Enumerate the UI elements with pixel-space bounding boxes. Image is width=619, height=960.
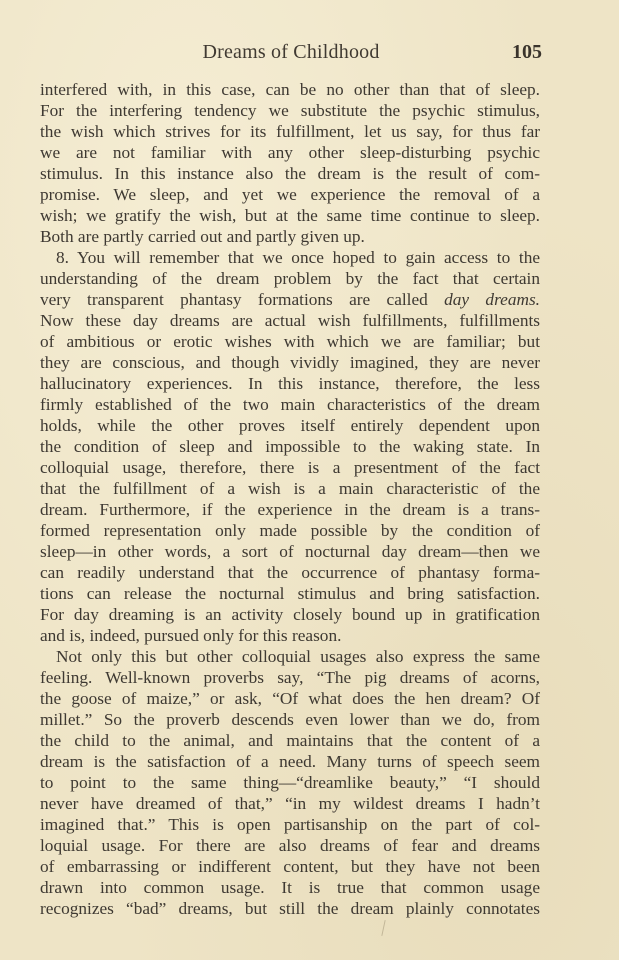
- paper-blemish: [381, 920, 385, 936]
- text-line: the wish which strives for its fulfillment, let us say, for thus far: [40, 122, 540, 141]
- text-line: and is, indeed, pursued only for this reason.: [40, 626, 342, 645]
- text-line: Both are partly carried out and partly given up.: [40, 227, 365, 246]
- text-line: For the interfering tendency we substitute the psychic stimulus,: [40, 101, 540, 120]
- text-line: that the fulfillment of a wish is a main characteristic of the: [40, 479, 540, 498]
- text-line: stimulus. In this instance also the dream is the result of com-: [40, 164, 540, 183]
- text-line: of embarrassing or indifferent content, but they have not been: [40, 857, 540, 876]
- text-line: millet.” So the proverb descends even lower than we do, from: [40, 710, 540, 729]
- running-title: Dreams of Childhood: [202, 41, 380, 63]
- text-line: imagined that.” This is open partisanship on the part of col-: [40, 815, 540, 834]
- text-line: we are not familiar with any other sleep-disturbing psychic: [40, 143, 540, 162]
- text-line: the goose of maize,” or ask, “Of what does the hen dream? Of: [40, 689, 540, 708]
- text-line-with-italic: [40, 289, 540, 310]
- text-line: For day dreaming is an activity closely bound up in gratification: [40, 605, 540, 624]
- text-line: never have dreamed of that,” “in my wildest dreams I hadn’t: [40, 794, 540, 813]
- paragraph-start-line: 8. You will remember that we once hoped to gain access to the: [56, 248, 540, 267]
- text-line: recognizes “bad” dreams, but still the dream plainly connotates: [40, 899, 540, 918]
- italic-phrase: day dreams.: [444, 290, 540, 309]
- text-line: dream is the satisfaction of a need. Many turns of speech seem: [40, 752, 540, 771]
- text-line: loquial usage. For there are also dreams of fear and dreams: [40, 836, 540, 855]
- text-line: feeling. Well-known proverbs say, “The pig dreams of acorns,: [40, 668, 540, 687]
- running-head: [40, 41, 542, 69]
- text-line: the condition of sleep and impossible to the waking state. In: [40, 437, 540, 456]
- text-line: can readily understand that the occurrence of phantasy forma-: [40, 563, 540, 582]
- text-line: to point to the same thing—“dreamlike beauty,” “I should: [40, 773, 540, 792]
- text-line: dream. Furthermore, if the experience in the dream is a trans-: [40, 500, 540, 519]
- text-line: colloquial usage, therefore, there is a presentment of the fact: [40, 458, 540, 477]
- text-line: the child to the animal, and maintains that the content of a: [40, 731, 540, 750]
- text-line: formed representation only made possible by the condition of: [40, 521, 540, 540]
- text-line: sleep—in other words, a sort of nocturnal day dream—then we: [40, 542, 540, 561]
- text-line: understanding of the dream problem by the fact that certain: [40, 269, 540, 288]
- text-line: Now these day dreams are actual wish fulfillments, fulfillments: [40, 311, 540, 330]
- text-line: of ambitious or erotic wishes with which we are familiar; but: [40, 332, 540, 351]
- paragraph-start-line: Not only this but other colloquial usages also express the same: [56, 647, 540, 666]
- text-line: promise. We sleep, and yet we experience the removal of a: [40, 185, 540, 204]
- text-line: tions can release the nocturnal stimulus and bring satisfaction.: [40, 584, 540, 603]
- text-line: holds, while the other proves itself entirely dependent upon: [40, 416, 540, 435]
- text-line: interfered with, in this case, can be no other than that of sleep.: [40, 80, 540, 99]
- body-text: [40, 79, 540, 919]
- text-segment: very transparent phantasy formations are called: [40, 290, 428, 309]
- text-line: hallucinatory experiences. In this instance, therefore, the less: [40, 374, 540, 393]
- text-line: they are conscious, and though vividly imagined, they are never: [40, 353, 540, 372]
- text-line: drawn into common usage. It is true that common usage: [40, 878, 540, 897]
- text-line: wish; we gratify the wish, but at the same time continue to sleep.: [40, 206, 540, 225]
- text-line: firmly established of the two main characteristics of the dream: [40, 395, 540, 414]
- page-number: 105: [512, 41, 542, 63]
